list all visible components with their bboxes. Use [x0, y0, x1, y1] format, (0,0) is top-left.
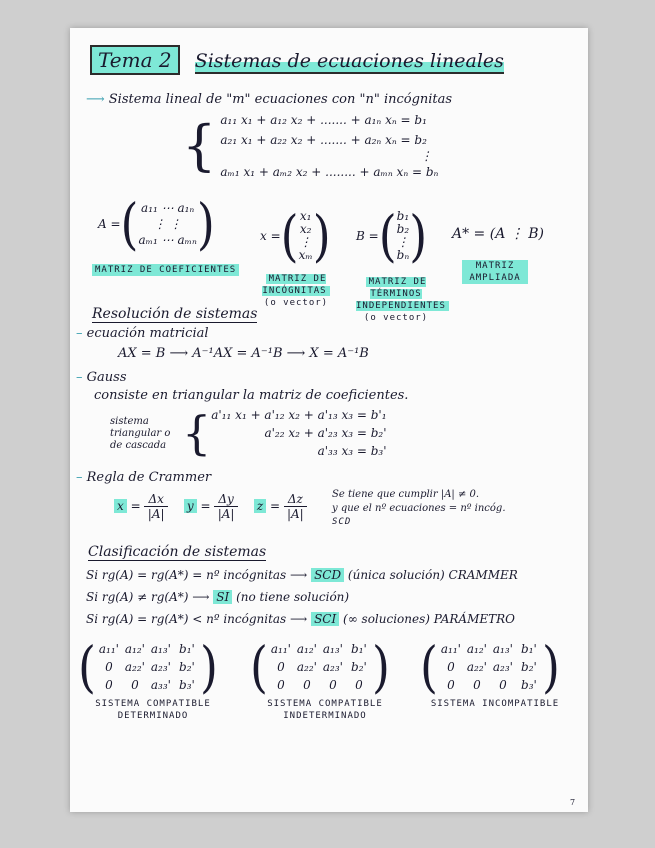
matrix-cell: b₁': [179, 642, 195, 656]
matrix-cell: a₂₃': [492, 660, 513, 674]
title-row: [90, 48, 504, 72]
close-paren-icon: ): [312, 203, 331, 269]
system-block: [182, 110, 438, 182]
close-paren-icon: ): [199, 634, 218, 700]
crammer-notes: [332, 488, 506, 528]
matrix-cell: 0: [131, 678, 139, 692]
matrix-row: ⋮: [299, 235, 312, 249]
matrix-cell: a₂₂': [466, 660, 487, 674]
intro-line: [86, 92, 452, 107]
matrix-A-caption: MATRIZ DE COEFICIENTES: [92, 264, 239, 276]
matrix-sci-caption: SISTEMA COMPATIBLE INDETERMINADO: [267, 699, 383, 721]
matrix-row: x₁: [299, 209, 312, 223]
open-paren-icon: (: [378, 203, 397, 269]
crammer-den: |A|: [286, 507, 304, 521]
matrix-cell: a₂₃': [150, 660, 171, 674]
matrix-cell: 0: [303, 678, 311, 692]
matrix-cell: a₂₃': [322, 660, 343, 674]
matrix-Astar-caption: MATRIZ AMPLIADA: [462, 260, 528, 284]
matrix-B-caption: [356, 276, 446, 324]
clasificacion-result: (única solución) CRAMMER: [347, 568, 518, 582]
matrix-sci: [250, 634, 400, 722]
matricial-label: ecuación matricial: [86, 326, 209, 341]
matrix-row: bₙ: [396, 248, 410, 262]
left-brace-icon: {: [182, 406, 212, 460]
matrix-cell: 0: [277, 678, 285, 692]
classification-tag: SI: [213, 590, 232, 604]
matrix-si-grid: [438, 642, 542, 692]
open-paren-icon: (: [250, 634, 268, 700]
system-line: a₁₁ x₁ + a₁₂ x₂ + ....... + a₁ₙ xₙ = b₁: [220, 113, 427, 127]
matrix-row: a₁₁ ⋯ a₁ₙ: [141, 201, 195, 215]
matrix-cell: a₁₃': [150, 642, 171, 656]
matricial-equation: AX = B ⟶ A⁻¹AX = A⁻¹B ⟶ X = A⁻¹B: [118, 346, 369, 361]
crammer-x: x = $\frac{\Delta x}{|A|}$: [114, 492, 168, 521]
matrix-cell: b₁': [351, 642, 367, 656]
matrix-cell: a₂₂': [296, 660, 317, 674]
section-clasificacion-heading: Clasificación de sistemas: [88, 544, 267, 560]
triangular-line: a'₁₁ x₁ + a'₁₂ x₂ + a'₁₃ x₃ = b'₁: [211, 408, 387, 422]
clasificacion-result: (∞ soluciones) PARÁMETRO: [343, 612, 516, 626]
matrix-cell: 0: [277, 660, 285, 674]
left-brace-icon: {: [182, 114, 217, 177]
close-paren-icon: ): [409, 203, 428, 269]
clasificacion-row: [86, 590, 349, 604]
crammer-note-2: y que el nº ecuaciones = nº incóg.: [332, 503, 506, 514]
crammer-label: Regla de Crammer: [86, 470, 212, 485]
matrix-B-label: B =: [356, 229, 379, 243]
triangular-line: a'₂₂ x₂ + a'₂₃ x₃ = b₂': [264, 426, 387, 440]
matrix-cell: a₁₁': [440, 642, 461, 656]
matrix-row: ⋮: [396, 235, 409, 249]
matrix-cell: a₂₂': [124, 660, 145, 674]
crammer-z: z = $\frac{\Delta z}{|A|}$: [254, 492, 307, 521]
matrix-cell: a₁₃': [322, 642, 343, 656]
matrix-x-caption: [256, 273, 336, 309]
crammer-z-num: Δz: [284, 492, 307, 507]
gauss-line: [76, 370, 127, 385]
matrix-cell: b₁': [521, 642, 537, 656]
matrix-row: aₘ₁ ⋯ aₘₙ: [138, 233, 197, 247]
matrix-Astar: A* = (A ⋮ B): [452, 226, 544, 242]
matrix-A: [98, 191, 215, 257]
dash-bullet-icon: –: [76, 470, 83, 485]
classification-tag: SCD: [311, 568, 344, 582]
matrix-si-caption: SISTEMA INCOMPATIBLE: [430, 699, 560, 709]
gauss-description: consiste en triangular la matriz de coeficientes.: [94, 388, 409, 403]
matrix-cell: b₂': [521, 660, 537, 674]
crammer-z-var: z: [254, 499, 266, 513]
matrix-cell: 0: [105, 660, 113, 674]
matrix-cell: 0: [355, 678, 363, 692]
matrix-sci-grid: [268, 642, 372, 692]
triangular-label: sistema triangular o de cascada: [110, 416, 171, 451]
matrix-row: b₁: [396, 209, 410, 223]
crammer-x-var: x: [114, 499, 127, 513]
system-line: a₂₁ x₁ + a₂₂ x₂ + ....... + a₂ₙ xₙ = b₂: [220, 133, 427, 147]
tema-label: Tema 2: [90, 45, 180, 75]
crammer-x-num: Δx: [144, 492, 167, 507]
crammer-y: y = $\frac{\Delta y}{|A|}$: [184, 492, 238, 521]
matrix-B-caption-text: MATRIZ DE TÉRMINOS INDEPENDIENTES: [356, 277, 449, 311]
matrix-cell: a₁₁': [270, 642, 291, 656]
matrix-row: xₘ: [298, 248, 313, 262]
matrix-x-note: (o vector): [263, 298, 329, 308]
matrix-x: [260, 203, 331, 269]
close-paren-icon: ): [541, 634, 560, 700]
clasificacion-condition: Si rg(A) = rg(A*) < nº incógnitas ⟶: [86, 612, 308, 626]
close-paren-icon: ): [371, 634, 390, 700]
matrix-cell: 0: [473, 678, 481, 692]
clasificacion-condition: Si rg(A) ≠ rg(A*) ⟶: [86, 590, 210, 604]
open-paren-icon: (: [78, 634, 96, 700]
matrix-cell: a₁₂': [296, 642, 317, 656]
matrix-row: x₂: [299, 222, 312, 236]
dash-bullet-icon: –: [76, 370, 83, 385]
matrix-cell: 0: [105, 678, 113, 692]
crammer-y-num: Δy: [214, 492, 237, 507]
matricial-line: [76, 326, 209, 341]
classification-tag: SCI: [311, 612, 339, 626]
clasificacion-condition: Si rg(A) = rg(A*) = nº incógnitas ⟶: [86, 568, 308, 582]
matrix-A-label: A =: [98, 217, 121, 231]
intro-text: Sistema lineal de "m" ecuaciones con "n" incógnitas: [108, 92, 453, 107]
matrix-cell: 0: [499, 678, 507, 692]
matrix-cell: 0: [329, 678, 337, 692]
clasificacion-row: [86, 568, 518, 582]
triangular-line: a'₃₃ x₃ = b₃': [317, 444, 387, 458]
system-line: aₘ₁ x₁ + aₘ₂ x₂ + ........ + aₘₙ xₙ = bₙ: [220, 165, 439, 179]
matrix-cell: 0: [447, 678, 455, 692]
matrix-scd: [78, 634, 228, 722]
system-line: ⋮: [420, 149, 433, 163]
crammer-formulas: [114, 492, 307, 521]
open-paren-icon: (: [120, 191, 139, 257]
matrix-cell: b₂': [179, 660, 195, 674]
triangular-system: [182, 406, 387, 460]
matrix-B-note: (o vector): [363, 313, 429, 323]
arrow-bullet-icon: ⟶: [86, 92, 105, 107]
page-number: 7: [570, 798, 576, 807]
matrix-si: [420, 634, 570, 710]
crammer-den: |A|: [217, 507, 235, 521]
matrix-cell: a₃₃': [150, 678, 171, 692]
matrix-row: b₂: [396, 222, 410, 236]
matrix-cell: a₁₃': [492, 642, 513, 656]
matrix-cell: b₂': [351, 660, 367, 674]
matrix-B: [356, 203, 428, 269]
crammer-scd: SCD: [332, 517, 352, 527]
open-paren-icon: (: [420, 634, 438, 700]
matrix-cell: 0: [447, 660, 455, 674]
crammer-y-var: y: [184, 499, 197, 513]
crammer-line: [76, 470, 211, 485]
matrix-cell: b₃': [521, 678, 537, 692]
clasificacion-result: (no tiene solución): [236, 590, 350, 604]
crammer-note-1: Se tiene que cumplir |A| ≠ 0.: [332, 489, 480, 500]
matrix-cell: b₃': [179, 678, 195, 692]
matrix-cell: a₁₂': [124, 642, 145, 656]
matrix-scd-grid: [96, 642, 200, 692]
matrix-cell: a₁₁': [98, 642, 119, 656]
crammer-den: |A|: [147, 507, 165, 521]
close-paren-icon: ): [196, 191, 215, 257]
section-resolucion-heading: Resolución de sistemas: [92, 306, 258, 322]
matrix-x-caption-text: MATRIZ DE INCÓGNITAS: [262, 274, 329, 296]
notebook-page: [70, 28, 588, 812]
clasificacion-row: [86, 612, 515, 626]
matrix-row: ⋮ ⋮: [153, 217, 182, 231]
page-title: Sistemas de ecuaciones lineales: [194, 50, 504, 72]
matrix-x-label: x =: [260, 229, 281, 243]
matrix-scd-caption: SISTEMA COMPATIBLE DETERMINADO: [95, 699, 211, 721]
matrix-cell: a₁₂': [466, 642, 487, 656]
open-paren-icon: (: [280, 203, 299, 269]
dash-bullet-icon: –: [76, 326, 83, 341]
gauss-label: Gauss: [86, 370, 127, 385]
